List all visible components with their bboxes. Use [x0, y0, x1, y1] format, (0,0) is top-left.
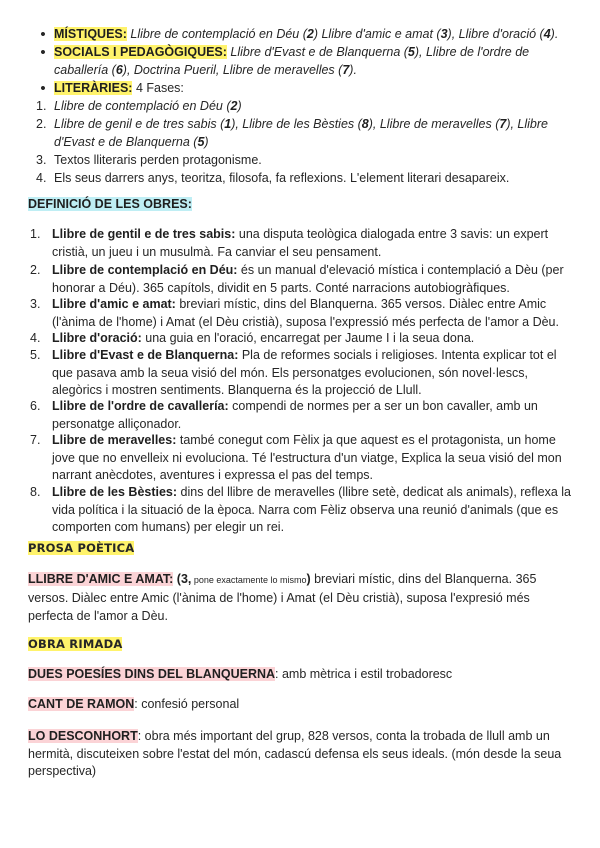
work-desc: Pla de reformes socials i religioses. Intenta explicar tot el que pasava amb la seua visió del món. Els personatges evolucionen, són novel·lescs, alegòrics i mostren sentiments. Blanquerna és la projecció de Llull. [52, 348, 557, 397]
work-number: 8. [30, 485, 41, 499]
llibre-amic-text: breviari místic, dins del Blanquerna. 365 versos. Diàlec entre Amic (l'ànima de l'home) i Amat (el Dèu cristià), suposa l'expresió més perfecta de l'amor a Dèu. [28, 572, 537, 623]
work-desc: compendi de normes per a ser un bon cavaller, amb un personatge alliçonador. [52, 399, 538, 431]
phase-item [36, 98, 576, 116]
bullet-text: ), Doctrina Pueril, Llibre de meravelles ( [122, 62, 343, 77]
phase-text: ) [204, 134, 209, 149]
phase-text: Els seus darrers anys, teoritza, filosofa, fa reflexions. L'element literari desapareix. [54, 171, 510, 185]
work-title: Llibre de l'ordre de cavallería: [52, 399, 229, 413]
work-title: Llibre d'amic e amat: [52, 297, 176, 311]
llibre-amic-paragraph [28, 570, 576, 625]
bullet-number: 5 [407, 45, 415, 59]
lo-desconhort-text: : obra més important del grup, 828 versos, conta la trobada de llull amb un hermità, discuteixen sobre l'estat del món, cadascú defensa els seus ideals. (món desde la seua perspectiva) [28, 729, 562, 778]
bullet-text: ). [349, 62, 357, 77]
llibre-amic-label: LLIBRE D'AMIC E AMAT: [28, 572, 174, 586]
work-title: Llibre de contemplació en Déu: [52, 263, 238, 277]
work-desc: també conegut com Fèlix ja que aquest es el protagonista, un home jove que no envelleix ni evoluciona. Té l'estructura d'un viatge, Explica la seua visió del mon narrant anècdotes, aventures i expressa el pas del temps. [52, 433, 562, 482]
bullet-number: 4 [543, 27, 551, 41]
bullet-mistiques [36, 26, 576, 44]
bullet-dot: • [40, 80, 46, 97]
phase-item [36, 116, 576, 151]
bullet-text: 4 Fases: [132, 81, 184, 95]
bullet-dot: • [40, 44, 46, 61]
work-title: Llibre d'Evast e de Blanquerna: [52, 348, 239, 362]
phase-number: 4. [36, 171, 47, 185]
work-number: 7. [30, 433, 41, 447]
work-item [30, 330, 576, 348]
bullet-text: ), Llibre d'oració ( [447, 27, 544, 41]
phase-text: Textos lliteraris perden protagonisme. [54, 153, 262, 167]
definicio-heading: DEFINICIÓ DE LES OBRES: [28, 197, 192, 211]
phase-bold-number: 8 [361, 117, 369, 131]
prosa-heading-block [28, 540, 576, 558]
work-desc: una guia en l'oració, encarregat per Jaume I i la seua dona. [141, 331, 475, 345]
work-title: Llibre de meravelles: [52, 433, 177, 447]
work-desc: una disputa teològica dialogada entre 3 savis: un expert cristià, un jueu i un musulmà. Fa canviar el seu pensament. [52, 227, 549, 259]
prosa-heading: PROSA POÈTICA [28, 541, 135, 555]
bullet-number: 6 [115, 62, 123, 77]
phase-bold-number: 5 [197, 134, 205, 149]
bullet-number: 2 [306, 27, 314, 41]
work-number: 2. [30, 263, 41, 277]
bullet-number: 7 [342, 62, 350, 77]
work-item [30, 347, 576, 400]
lo-desconhort-paragraph [28, 728, 576, 781]
phase-item [36, 170, 576, 188]
obra-heading: OBRA RIMADA [28, 637, 123, 651]
work-number: 3. [30, 297, 41, 311]
work-number: 4. [30, 331, 41, 345]
phase-text: ), Llibre de les Bèsties ( [231, 117, 362, 131]
work-item [30, 484, 576, 537]
phase-text: ), Llibre d'Evast e de Blanquerna ( [54, 117, 548, 149]
work-number: 5. [30, 348, 41, 362]
work-title: Llibre d'oració: [52, 331, 142, 345]
dues-poesies-text: : amb mètrica i estil trobadoresc [275, 667, 453, 681]
bullet-text: ). [550, 27, 559, 41]
definicio-heading-block [28, 196, 576, 214]
cant-ramon-paragraph [28, 696, 576, 714]
category-label: MÍSTIQUES: [54, 27, 127, 41]
bullet-dot: • [40, 26, 46, 43]
work-title: Llibre de gentil e de tres sabis: [52, 227, 236, 241]
bullet-text: ) Llibre d'amic e amat ( [313, 27, 441, 41]
work-desc: dins del llibre de meravelles (llibre setè, dedicat als animals), reflexa la vida política i la situació de la època. Narra com Fèliz observa una reunió d'animals (que es comporten com humans) per elegir un rei. [52, 485, 571, 534]
bullet-text: ), Llibre de l'ordre de caballería ( [54, 45, 530, 77]
work-item [30, 432, 576, 485]
bullet-number: 3 [440, 27, 448, 41]
bullet-text: Llibre de contemplació en Déu ( [126, 27, 307, 41]
phase-text: ) [237, 99, 242, 113]
work-title: Llibre de les Bèsties: [52, 485, 178, 499]
work-item [30, 398, 576, 433]
bullet-socials [36, 44, 576, 79]
phase-number: 1. [36, 99, 47, 113]
phase-bold-number: 2 [230, 99, 238, 113]
phase-bold-number: 7 [499, 117, 507, 131]
phase-text: Llibre de genil e de tres sabis ( [54, 117, 225, 131]
work-desc: breviari místic, dins del Blanquerna. 365 versos. Diàlec entre Amic (l'ànima de l'home) i Amat (el Dèu cristià), suposa l'expressió més perfecta de l'amor a Dèu. [52, 297, 559, 329]
work-item [30, 296, 576, 331]
obra-heading-block [28, 636, 576, 654]
llibre-amic-paren: (3, [173, 572, 192, 586]
phase-number: 2. [36, 117, 47, 131]
work-desc: és un manual d'elevació mística i contemplació a Dèu (per honorar a Déu). 365 capítols, dividit en 5 parts. Conté narracions autobiogràfiques. [52, 263, 564, 295]
llibre-amic-note: pone exactamente lo mismo [191, 575, 307, 585]
work-number: 1. [30, 227, 41, 241]
lo-desconhort-label: LO DESCONHORT [28, 729, 138, 743]
llibre-amic-close: ) [306, 572, 311, 586]
dues-poesies-paragraph [28, 666, 576, 684]
phase-text: Llibre de contemplació en Déu ( [54, 99, 231, 113]
cant-ramon-text: : confesió personal [134, 697, 240, 711]
bullet-text: Llibre d'Evast e de Blanquerna ( [226, 45, 408, 59]
phase-bold-number: 1 [224, 117, 232, 131]
category-label: LITERÀRIES: [54, 81, 133, 95]
dues-poesies-label: DUES POESÍES DINS DEL BLANQUERNA [28, 667, 276, 681]
category-label: SOCIALS I PEDAGÒGIQUES: [54, 45, 227, 59]
work-item [30, 226, 576, 261]
cant-ramon-label: CANT DE RAMON [28, 697, 135, 711]
phase-text: ), Llibre de meravelles ( [368, 117, 500, 131]
phase-number: 3. [36, 153, 47, 167]
work-item [30, 262, 576, 297]
phase-item [36, 152, 576, 170]
bullet-literaries [36, 80, 576, 98]
work-number: 6. [30, 399, 41, 413]
